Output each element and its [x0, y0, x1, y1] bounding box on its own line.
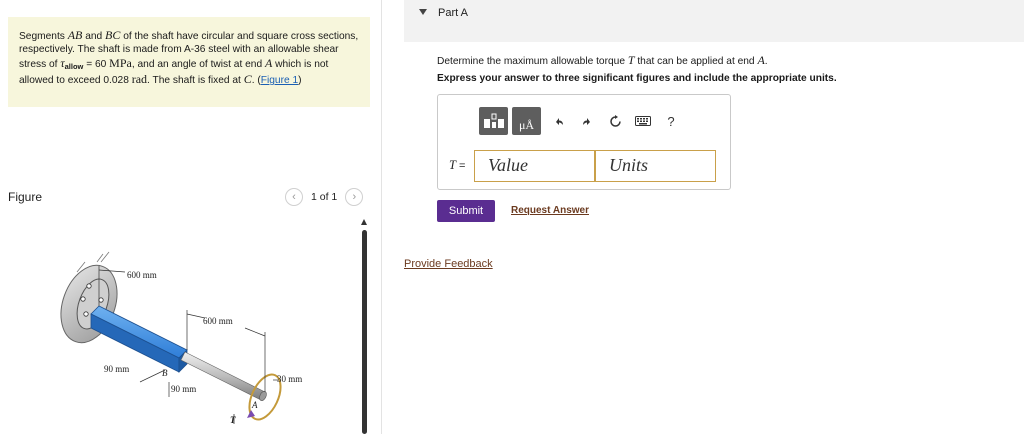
next-figure-button[interactable]: [345, 188, 363, 206]
problem-text: = 60: [83, 58, 110, 70]
dim-600-top: 600 mm: [127, 270, 157, 280]
answer-box: [437, 94, 731, 190]
label-a: A: [252, 400, 258, 410]
templates-button[interactable]: [479, 107, 508, 135]
units-input[interactable]: Units: [595, 150, 716, 182]
problem-text: which is not allowed to exceed 0.028: [19, 58, 329, 87]
equation-toolbar: [479, 107, 685, 135]
tau-subscript: allow: [64, 61, 84, 71]
torque-arrow: [247, 410, 255, 418]
problem-text: . The shaft is fixed at: [147, 75, 244, 87]
column-divider: [381, 0, 382, 434]
end-a-symbol: A: [757, 53, 765, 67]
chevron-left-icon: ‹: [292, 191, 296, 203]
unit-rad: rad: [131, 72, 148, 87]
request-answer-link[interactable]: Request Answer: [511, 205, 589, 216]
units-label: μÅ: [518, 117, 535, 132]
units-button[interactable]: [512, 107, 541, 135]
dim-90-bottom: 90 mm: [171, 384, 197, 394]
part-title: Part A: [438, 7, 468, 19]
chevron-right-icon: ›: [352, 191, 357, 203]
bolt: [84, 312, 88, 316]
problem-text: and: [82, 31, 106, 42]
question-part: .: [764, 56, 768, 67]
bolt: [99, 298, 103, 302]
keyboard-button[interactable]: [629, 107, 657, 135]
figure-counter: 1 of 1: [311, 191, 338, 203]
problem-text: ): [298, 75, 302, 87]
instruction-text: Express your answer to three significant figures and include the appropriate units.: [437, 73, 837, 84]
reset-icon: [609, 115, 622, 128]
segment-ab-symbol: AB: [67, 28, 83, 42]
previous-figure-button[interactable]: [285, 188, 303, 206]
segment-bc-symbol: BC: [105, 28, 121, 42]
collapse-caret-icon[interactable]: [419, 9, 427, 15]
answer-variable-label: [449, 158, 465, 173]
problem-text: Segments: [19, 31, 68, 42]
value-input[interactable]: Value: [474, 150, 595, 182]
scroll-thumb[interactable]: [362, 230, 367, 434]
problem-text: . (: [251, 75, 261, 87]
keyboard-icon: [635, 116, 651, 126]
problem-statement: [8, 17, 370, 107]
torque-symbol: T: [627, 53, 635, 67]
round-shaft-ab: [181, 352, 268, 402]
figure-scrollbar[interactable]: [361, 219, 368, 434]
bolt: [87, 284, 91, 288]
templates-icon: [483, 113, 505, 129]
help-icon: ?: [667, 113, 675, 129]
scroll-up-icon[interactable]: [361, 219, 367, 225]
label-b: B: [162, 368, 168, 378]
figure-heading: Figure: [8, 190, 43, 204]
question-part: Determine the maximum allowable torque: [437, 56, 628, 67]
figure-link[interactable]: Figure 1: [260, 75, 299, 87]
provide-feedback-link[interactable]: Provide Feedback: [404, 258, 493, 270]
dim-30: 30 mm: [277, 374, 303, 384]
question-part: that can be applied at end: [634, 56, 758, 67]
undo-icon: [553, 115, 565, 127]
torque-symbol: T: [449, 158, 456, 172]
tau-symbol: τ: [60, 55, 65, 70]
dim-90-left: 90 mm: [104, 364, 130, 374]
problem-text: , and an angle of twist at end: [131, 58, 265, 70]
help-button[interactable]: [657, 107, 685, 135]
unit-mpa: MPa: [109, 55, 132, 70]
square-shaft-bc: [91, 306, 187, 372]
end-a-symbol: A: [264, 55, 273, 70]
bolt: [81, 297, 85, 301]
shaft-figure: [55, 232, 355, 432]
equals-sign: =: [455, 160, 466, 172]
question-text: [437, 53, 768, 68]
end-c-symbol: C: [243, 72, 252, 87]
problem-text: of the shaft have circular and square cross sections, respectively. The shaft is made from A-36 steel with an allowable shear stress of: [19, 31, 359, 70]
label-t: T: [230, 415, 236, 425]
dim-600-mid: 600 mm: [203, 316, 233, 326]
part-a-header[interactable]: [404, 0, 1024, 42]
submit-button[interactable]: Submit: [437, 200, 495, 222]
undo-button[interactable]: [545, 107, 573, 135]
reset-button[interactable]: [601, 107, 629, 135]
redo-icon: [581, 115, 593, 127]
figure-navigation: [285, 188, 363, 206]
redo-button[interactable]: [573, 107, 601, 135]
